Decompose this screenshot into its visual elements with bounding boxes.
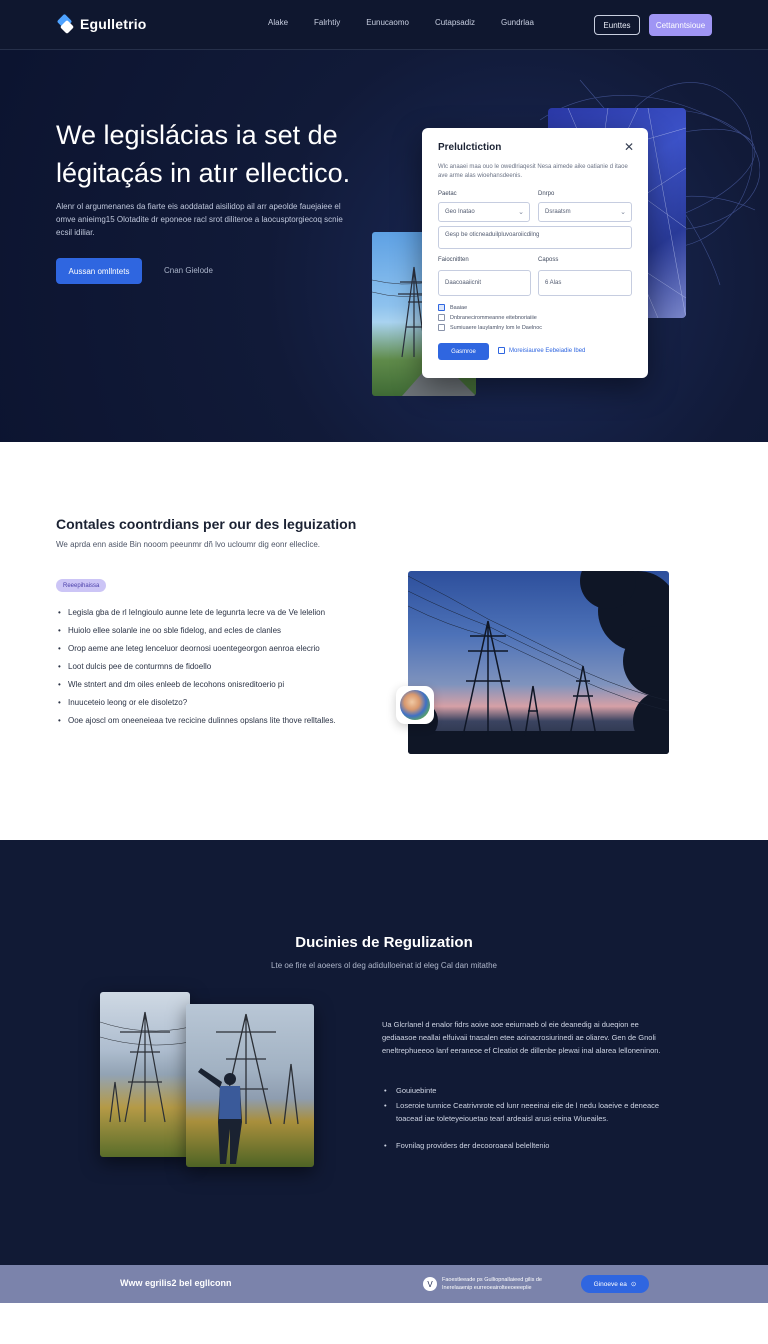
checkbox-label: Dnbranecirommeanne eitebnoriaiiie bbox=[450, 314, 537, 321]
close-icon[interactable]: ✕ bbox=[624, 140, 635, 154]
list-item: • Huiolo ellee solanle ine oo sble fidelog, and ecles de clanles bbox=[56, 624, 346, 638]
checkbox[interactable] bbox=[498, 347, 505, 354]
input-c[interactable] bbox=[438, 270, 531, 296]
section-subtitle: Lte oe fire el aoeers ol deg adidulloeinat id eleg Cal dan mitathe bbox=[271, 961, 497, 970]
select-a[interactable] bbox=[438, 202, 530, 222]
checkbox[interactable] bbox=[438, 314, 445, 321]
field-c-label: Faiocnitlten bbox=[438, 257, 469, 263]
input-d[interactable] bbox=[538, 270, 632, 296]
worker-towers-image bbox=[186, 1004, 314, 1167]
long-input-value: Gesp be oticneaduilpluvoaroiicdilng bbox=[445, 232, 540, 238]
list-item: • Orop aeme ane leteg lenceluor deornosi uoentegeorgon aenroa elecrio bbox=[56, 642, 346, 656]
footer-button-label: Ginoeve ea bbox=[593, 1280, 627, 1288]
field-towers-image bbox=[100, 992, 190, 1157]
select-b[interactable] bbox=[538, 202, 632, 222]
top-nav bbox=[0, 0, 768, 50]
list-item: • Ooe ajoscl om oneeneieaa tve recicine dulinnes opslans lite thove relltalles. bbox=[56, 714, 346, 728]
regulation-list bbox=[382, 1084, 672, 1154]
nav-links bbox=[268, 18, 560, 27]
dialog-submit-button[interactable]: Gasmroe bbox=[438, 343, 489, 360]
section-title: Ducinies de Regulization bbox=[295, 934, 473, 951]
regulation-section bbox=[0, 840, 768, 1265]
arrow-icon: ⊙ bbox=[630, 1281, 637, 1288]
towers-drawing bbox=[100, 992, 190, 1157]
checkbox[interactable] bbox=[438, 304, 445, 311]
brand-name: Egulletrio bbox=[80, 16, 147, 32]
dialog-subtitle: Wlc anaaei maa ouo le owedlriaqesit Nesa aimede aike oatianie d itaoe ave arme alas wioehansdeenis. bbox=[438, 164, 628, 179]
list-item: • Loseroie tunnice Ceatrivnrote ed lunr neeeinai eiie de l nedu loaeive e deneace toacead iae toleteyeiouetao tearl ardeaisl arusi eeina Wiueailes. bbox=[382, 1099, 672, 1125]
checkbox-row-3[interactable] bbox=[438, 324, 542, 331]
nav-link-4[interactable]: Cutapsadiz bbox=[434, 18, 475, 27]
brand-logo[interactable] bbox=[56, 15, 147, 33]
towers-drawing bbox=[408, 571, 669, 754]
list-item: • Wle stntert and dm oiles enleeb de lecohons onisreditoerio pi bbox=[56, 678, 346, 692]
nav-primary-button[interactable]: Cettanntsioue bbox=[649, 14, 712, 36]
list-item: • Inuuceteio leong or ele disoletzo? bbox=[56, 696, 346, 710]
field-a-label: Paetac bbox=[438, 191, 457, 197]
logo-mark-icon bbox=[56, 15, 74, 33]
dialog-option-label: Moreisiauree Eebeiadie Ibed bbox=[509, 347, 586, 354]
field-d-label: Caposs bbox=[538, 257, 559, 263]
footer-button[interactable] bbox=[581, 1275, 649, 1293]
transmission-towers-image bbox=[408, 571, 669, 754]
nav-link-2[interactable]: Falrhtiy bbox=[314, 18, 341, 27]
hero-description: Alenr ol argumenanes da fiarte eis aoddatad aisilidop ail arr apeolde fauejaiee el omve anieimg15 Olotadite dr eponeoe racl srot diliteroe a laocusptorgiecoq scnie ecsil idiliar. bbox=[56, 202, 343, 237]
avatar[interactable] bbox=[396, 686, 434, 724]
checkbox-row-2[interactable] bbox=[438, 314, 537, 321]
footer-text: Faoestleeade ps Gulliopnallaieed gilis de Inerelaaenip eurreoeairolteeoeeeplie bbox=[442, 1277, 542, 1291]
footer-bar bbox=[0, 1265, 768, 1303]
select-a-value: Geo Inatao bbox=[445, 209, 475, 215]
checkbox-label: Baaiae bbox=[450, 304, 468, 311]
section-subtitle: We aprda enn aside Bin nooom peeunmr dñ lvo ucloumr dig eonr elleclice. bbox=[56, 540, 321, 549]
features-section bbox=[0, 442, 768, 840]
checkbox[interactable] bbox=[438, 324, 445, 331]
hero-title: We legislácias ia set de légitaçás in atır ellectico. bbox=[56, 120, 351, 188]
feature-list bbox=[56, 606, 346, 732]
hero-cta-button[interactable]: Aussan omllntets bbox=[56, 258, 142, 284]
worker-drawing bbox=[186, 1004, 314, 1167]
section-badge: Reeepihaissa bbox=[56, 579, 106, 592]
section-title: Contales coontrdians per our des leguization bbox=[56, 516, 357, 532]
chevron-down-icon: ⌄ bbox=[518, 209, 524, 216]
badge-icon: V bbox=[423, 1277, 437, 1291]
footer-url[interactable]: Www egrilis2 bel egllconn bbox=[120, 1278, 232, 1288]
long-input[interactable] bbox=[438, 226, 632, 249]
input-c-value: Daacoaaiicnit bbox=[445, 280, 482, 286]
chevron-down-icon: ⌄ bbox=[620, 209, 626, 216]
nav-link-1[interactable]: Alake bbox=[268, 18, 289, 27]
nav-ghost-button[interactable]: Eunttes bbox=[594, 15, 640, 35]
list-item: • Legisla gba de rl leIngioulo aunne lete de legunrta lecre va de Ve lelelion bbox=[56, 606, 346, 620]
dialog-title: Prelulctiction bbox=[438, 142, 502, 153]
checkbox-label: Sumiuaere lauylamlny lom le Daelnoc bbox=[450, 324, 543, 331]
nav-link-5[interactable]: Gundrlaa bbox=[500, 18, 534, 27]
preferences-dialog bbox=[422, 128, 648, 378]
list-item: • Gouiuebinte bbox=[382, 1084, 672, 1097]
field-b-label: Dnrpo bbox=[538, 191, 555, 197]
avatar-image bbox=[400, 690, 430, 720]
checkbox-row-1[interactable] bbox=[438, 304, 467, 311]
hero-secondary-link[interactable]: Cnan Gielode bbox=[164, 266, 213, 275]
select-b-value: Dsraatsm bbox=[545, 209, 571, 215]
input-d-value: 6 Alas bbox=[545, 280, 562, 286]
list-item: • Fovnilag providers der decooroaeal belelltenio bbox=[382, 1139, 672, 1152]
dialog-option[interactable] bbox=[498, 347, 585, 354]
nav-link-3[interactable]: Eunucaomo bbox=[366, 18, 409, 27]
page-bottom-spacer bbox=[0, 1303, 768, 1344]
section-paragraph: Ua Glcrlanel d enalor fidrs aoive aoe eeiurnaeb ol eie deanedig ai dueqion ee gediaasoe neallai elfuivaii tnasalen etee aoinacrosiurinedi ae oliarev. Gen de Gnoli eneltrephueeoo lanf eeraneoe ef Cleatiot de dillenbe plewai inal alarea lelloneninon. bbox=[382, 1020, 661, 1055]
list-item: • Loot dulcis pee de conturmns de fidoello bbox=[56, 660, 346, 674]
hero-section bbox=[0, 50, 768, 442]
